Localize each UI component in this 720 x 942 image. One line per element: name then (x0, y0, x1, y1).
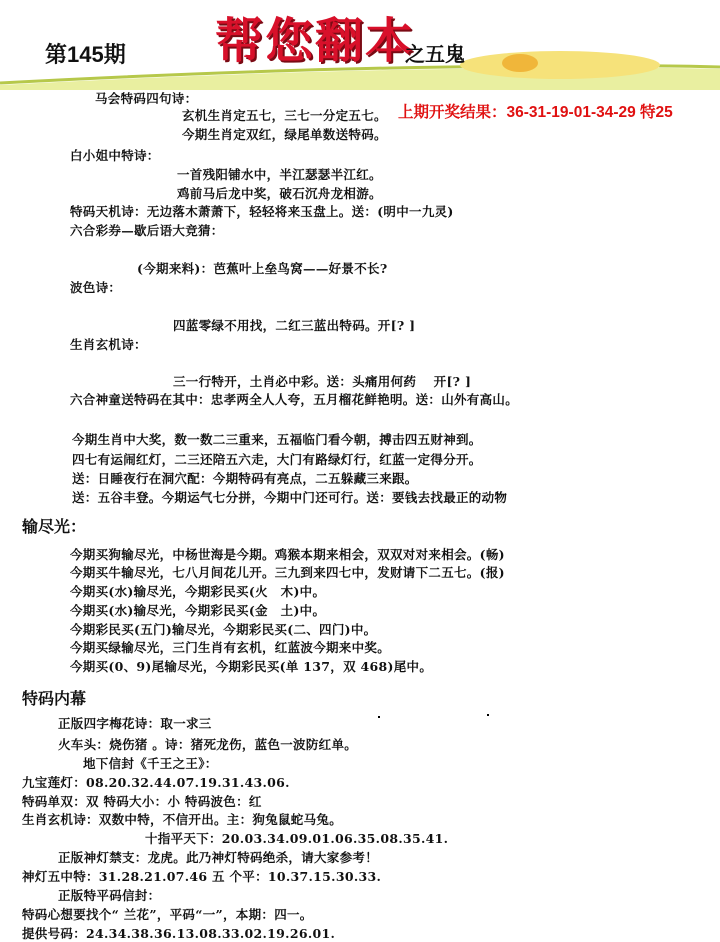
issue-number: 第145期 (45, 42, 126, 67)
text-line: 今期买绿输尽光，三门生肖有玄机，红蓝波今期来中奖。 (70, 640, 391, 655)
brand-title: 帮您翻本 (215, 13, 416, 69)
section-title-inside: 特码内幕 (22, 691, 87, 708)
poem-heading: 白小姐中特诗： (70, 148, 160, 163)
text-line: 地下信封《千王之王》： (83, 756, 218, 771)
text-line: 今期彩民买(五门)输尽光，今期彩民买(二、四门)中。 (70, 622, 377, 637)
last-result: 上期开奖结果：36-31-19-01-34-29 特25 (398, 104, 673, 121)
text-line: 今期买(水)输尽光，今期彩民买(金 土)中。 (70, 603, 326, 618)
text-line: 今期买(水)输尽光，今期彩民买(火 木)中。 (70, 584, 326, 599)
text-line: 六合神童送特码在其中：忠孝两全人人夸，五月榴花鲜艳明。送：山外有高山。 (70, 392, 519, 407)
text-line: 今期买(0、9)尾输尽光，今期彩民买(单 137，双 468)尾中。 (70, 659, 433, 674)
text-line: 火车头：烧伤猪 。诗：猪死龙伤，蓝色一波防红单。 (58, 737, 358, 752)
text-line: 三一行特开，土肖必中彩。送：头痛用何药 开[? ] (173, 374, 472, 389)
poem-heading: 马会特码四句诗： (95, 91, 198, 106)
text-line: 正版特平码信封： (58, 888, 161, 903)
text-line: 今期生肖中大奖，数一数二三重来，五福临门看今朝，搏击四五财神到。 (72, 432, 482, 447)
section-title-lose: 输尽光： (22, 519, 87, 536)
text-line: 正版四字梅花诗：取一求三 (58, 716, 212, 731)
text-line: 生肖玄机诗：双数中特，不信开出。主：狗兔鼠蛇马兔。 (22, 812, 343, 827)
text-line: 今期买狗输尽光，中杨世海是今期。鸡猴本期来相会，双双对对来相会。(畅) (70, 547, 505, 562)
poem-line: 一首残阳铺水中，半江瑟瑟半江红。 (177, 167, 382, 182)
poem-line: 玄机生肖定五七，三七一分定五七。 (182, 108, 387, 123)
text-line: 九宝莲灯：08.20.32.44.07.19.31.43.06. (22, 775, 290, 790)
text-line: (今期来料)：芭蕉叶上垒鸟窝——好景不长? (137, 261, 388, 276)
text-line: 四蓝零绿不用找，二红三蓝出特码。开[? ] (173, 318, 416, 333)
text-line: 送：五谷丰登。今期运气七分拼，今期中门还可行。送：要钱去找最正的动物 (72, 490, 508, 505)
text-line: 特码单双：双 特码大小：小 特码波色：红 (22, 794, 262, 809)
brand-subtitle: 之五鬼 (405, 42, 465, 66)
sun-decoration (460, 51, 660, 79)
text-line: 四七有运闹红灯，二三还陪五六走，大门有路绿灯行，红蓝一定得分开。 (72, 452, 482, 467)
text-line: 正版神灯禁支：龙虎。此乃神灯特码绝杀，请大家参考！ (58, 850, 379, 865)
text-line: 特码心想要找个“ 兰花”，平码“一”，本期：四一。 (22, 907, 313, 922)
text-line: 送：日睡夜行在洞穴配：今期特码有亮点，二五躲藏三来跟。 (72, 471, 418, 486)
text-line: 提供号码：24.34.38.36.13.08.33.02.19.26.01. (22, 926, 336, 941)
text-line: 十指平天下：20.03.34.09.01.06.35.08.35.41. (145, 831, 449, 846)
poem-heading: 六合彩券—歇后语大竞猜： (70, 223, 224, 238)
poem-line: 今期生肖定双红，绿尾单数送特码。 (182, 127, 387, 142)
poem-heading: 波色诗： (70, 280, 122, 295)
text-line: 神灯五中特：31.28.21.07.46 五 个平：10.37.15.30.33. (22, 869, 382, 884)
text-line: 今期买牛输尽光，七八月间花儿开。三九到来四七中，发财请下二五七。(报) (70, 565, 505, 580)
text-line: 特码天机诗：无边落木萧萧下，轻轻将来玉盘上。送：(明中一九灵) (70, 204, 454, 219)
poem-line: 鸡前马后龙中奖，破石沉舟龙相游。 (177, 186, 382, 201)
poem-heading: 生肖玄机诗： (70, 337, 147, 352)
